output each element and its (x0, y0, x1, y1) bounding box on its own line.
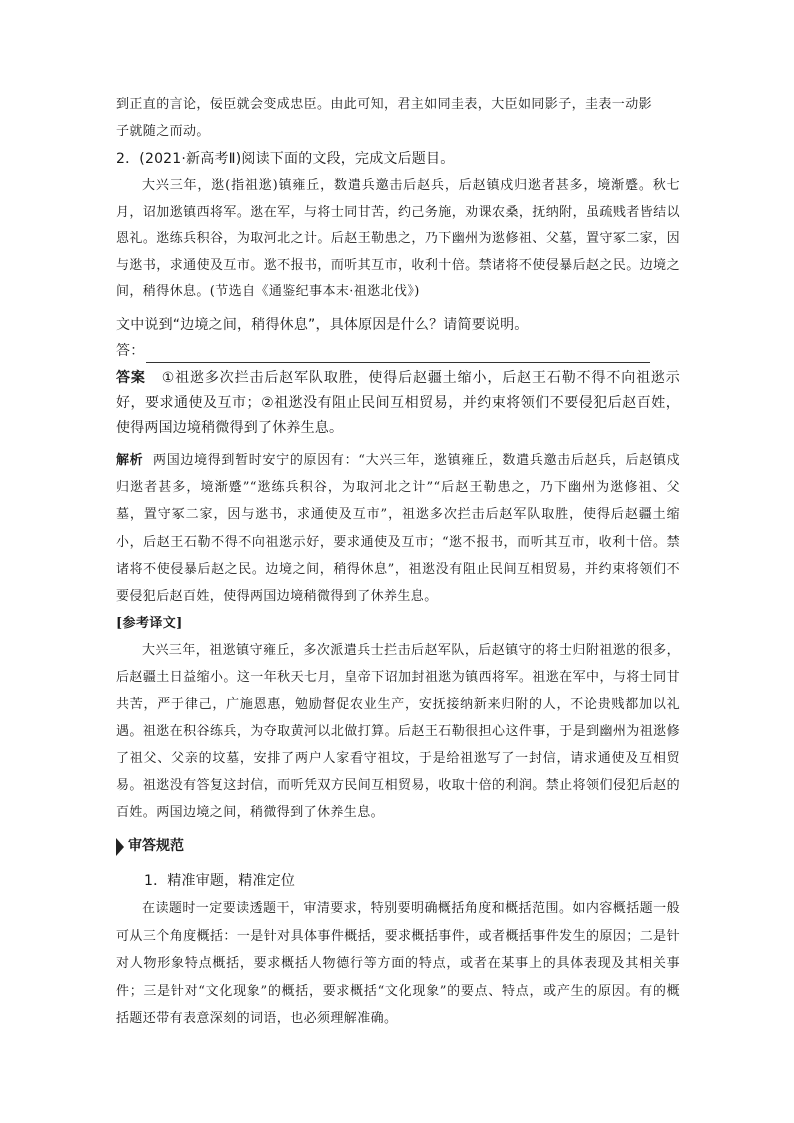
classical-passage: 大兴三年，逖(指祖逖)镇雍丘，数遣兵邀击后赵兵，后赵镇戍归逖者甚多，境渐蹙。秋七月，诏加逖镇西将军。逖在军，与将士同甘苦，约己务施，劝课农桑，抚纳附，虽疏贱者皆结以恩礼。逖练兵积谷，为取河北之计。后赵王勒患之，乃下幽州为逖修祖、父墓，置守冢二家，因与逖书，求通使及互市。逖不报书，而听其互市，收利十倍。禁诸将不使侵暴后赵之民。边境之间，稍得休息。(节选自《通鉴纪事本末·祖逖北伐》) (116, 178, 680, 299)
answer-field (116, 339, 680, 363)
answer-block (116, 366, 680, 441)
section-body: 在读题时一定要读透题干，审清要求，特别要明确概括角度和概括范围。如内容概括题一般可从三个角度概括：一是针对具体事件概括，要求概括事件，或者概括事件发生的原因；二是针对人物形象特点概括，要求概括人物德行等方面的特点，或者在某事上的具体表现及其相关事件；三是针对“文化现象”的概括，要求概括“文化现象”的要点、特点，或产生的原因。有的概括题还带有表意深刻的词语，也必须理解准确。 (116, 901, 680, 1026)
intro-paragraph (116, 91, 680, 145)
section-title: 审答规范 (128, 838, 184, 854)
translation-text: 大兴三年，祖逖镇守雍丘，多次派遣兵士拦击后赵军队，后赵镇守的将士归附祖逖的很多，后赵疆土日益缩小。这一年秋天七月，皇帝下诏加封祖逖为镇西将军。祖逖在军中，与将士同甘共苦，严于律己，广施恩惠，勉励督促农业生产，安抚接纳新来归附的人，不论贵贱都加以礼遇。祖逖在积谷练兵，为夺取黄河以北做打算。后赵王石勒很担心这件事，于是到幽州为祖逖修了祖父、父亲的坟墓，安排了两户人家看守祖坟，于是给祖逖写了一封信，请求通使及互相贸易。祖逖没有答复这封信，而听凭双方民间互相贸易，收取十倍的利润。禁止将领们侵犯后赵的百姓。两国边境之间，稍微得到了休养生息。 (116, 643, 680, 820)
answer-field-label: 答： (116, 343, 145, 359)
question-heading: 2．(2021·新高考Ⅱ)阅读下面的文段，完成文后题目。 (116, 151, 455, 167)
translation-label-text: [参考译文] (116, 616, 183, 631)
analysis-block (116, 447, 680, 610)
translation-label (116, 610, 680, 637)
section-subheading: 1．精准审题，精准定位 (144, 873, 296, 889)
analysis-text: 两国边境得到暂时安宁的原因有：“大兴三年，逖镇雍丘，数遣兵邀击后赵兵，后赵镇戍归逖者甚多，境渐蹙”“逖练兵积谷，为取河北之计”“后赵王勒患之，乃下幽州为逖修祖、父墓，置守冢二家，因与逖书，求通使及互市”，祖逖多次拦击后赵军队取胜，使得后赵疆土缩小，后赵王石勒不得不向祖逖示好，要求通使及互市；“逖不报书，而听其互市，收利十倍。禁诸将不使侵暴后赵之民。边境之间，稍得休息”，祖逖没有阻止民间互相贸易，并约束将领们不要侵犯后赵百姓，使得两国边境稍微得到了休养生息。 (116, 453, 680, 605)
intro-line-2: 子就随之而动。 (116, 124, 210, 139)
section-header (116, 836, 246, 858)
answer-blank-line[interactable] (146, 348, 650, 363)
analysis-label: 解析 (116, 453, 144, 468)
answer-text: ①祖逖多次拦击后赵军队取胜，使得后赵疆土缩小，后赵王石勒不得不向祖逖示好，要求通使及互市；②祖逖没有阻止民间互相贸易，并约束将领们不要侵犯后赵百姓，使得两国边境稍微得到了休养生息。 (116, 370, 681, 436)
answer-label: 答案 (116, 370, 146, 386)
section-marker-icon (116, 838, 124, 856)
intro-line-1: 到正直的言论，佞臣就会变成忠臣。由此可知，君主如同圭表，大臣如同影子，圭表一动影 (116, 97, 653, 112)
question-prompt: 文中说到“边境之间，稍得休息”，具体原因是什么？请简要说明。 (116, 317, 529, 333)
